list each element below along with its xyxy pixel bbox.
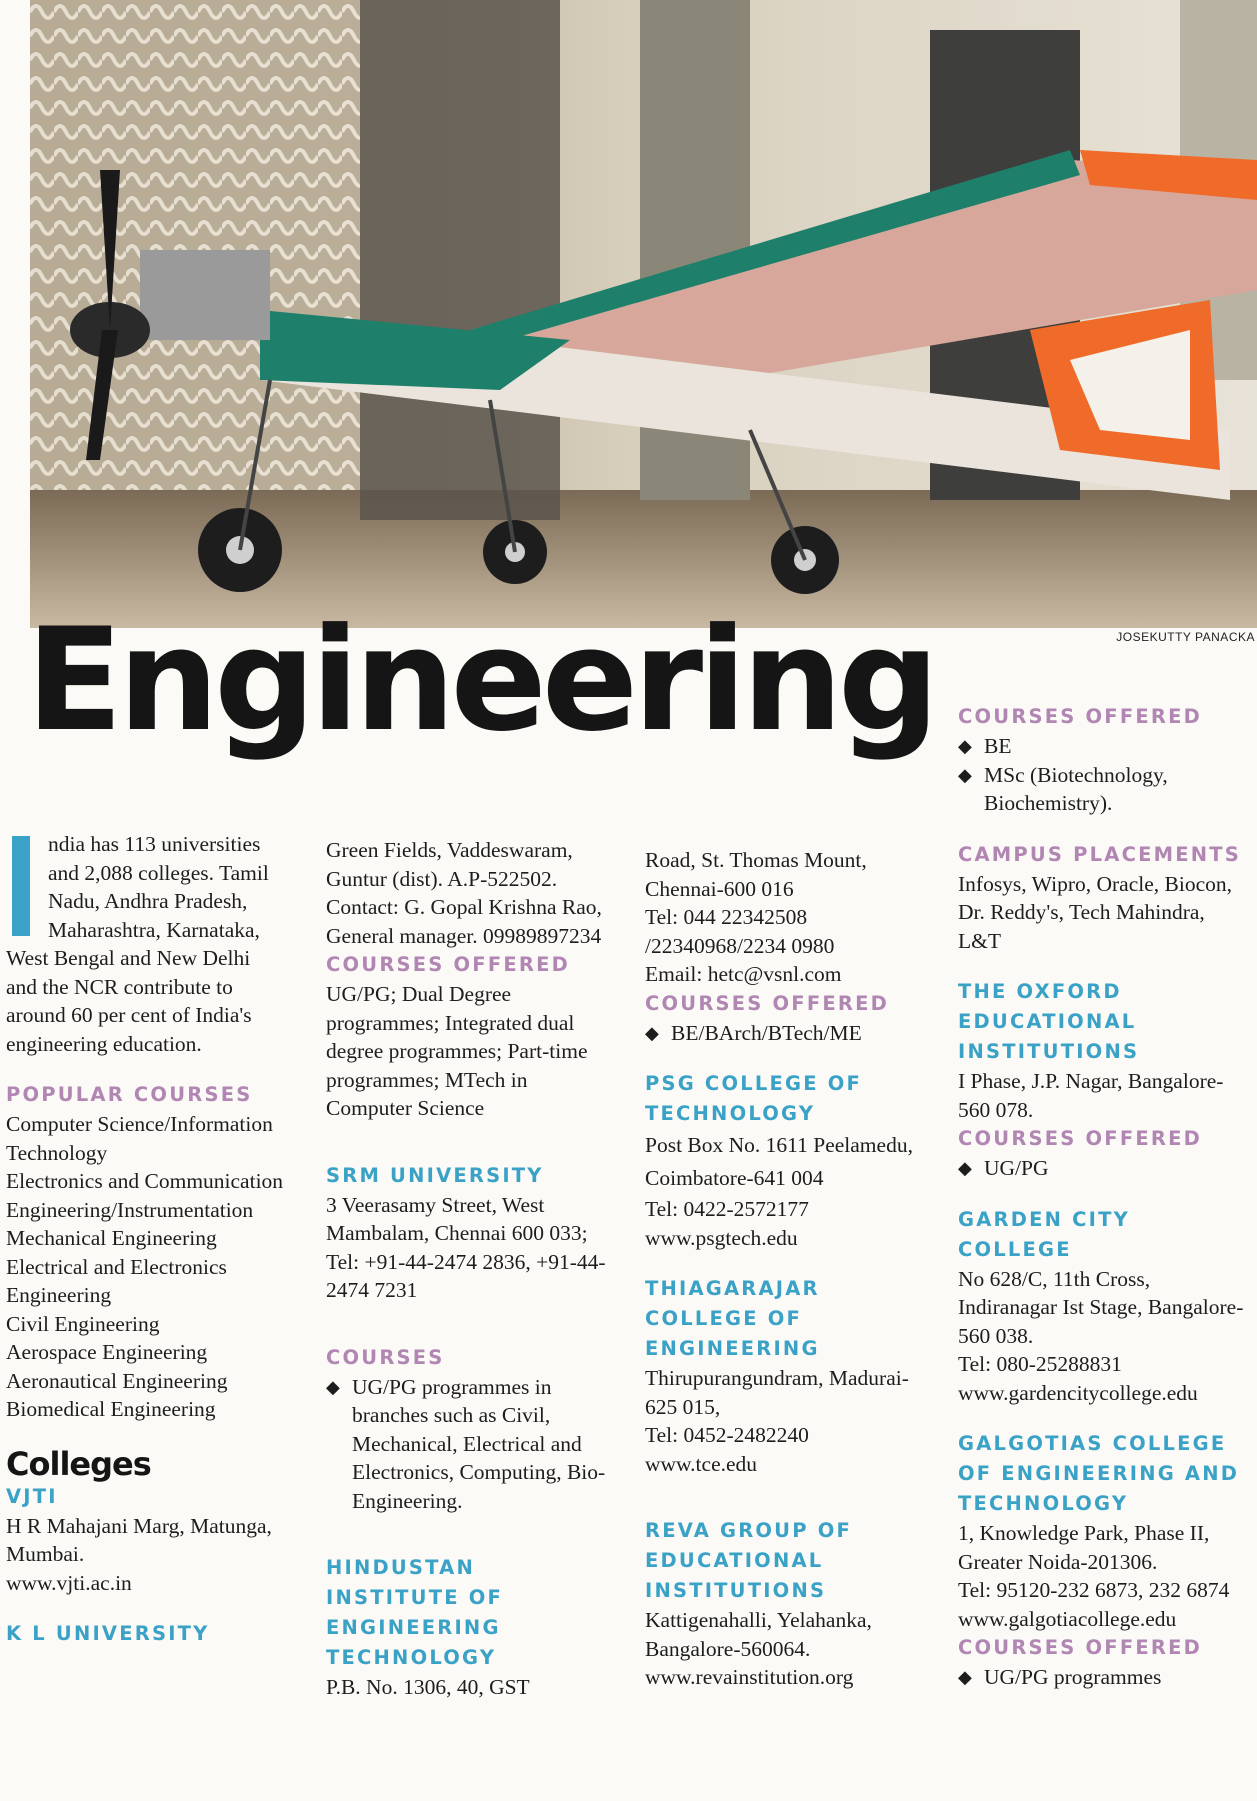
popular-course-item: Aeronautical Engineering <box>6 1368 228 1393</box>
column-4 <box>958 702 1250 1692</box>
popular-courses-heading: POPULAR COURSES <box>6 1083 253 1106</box>
reva-course-item: ◆ MSc (Biotechnology, Biochemistry). <box>958 761 1250 818</box>
psg-address: Post Box No. 1611 Peelamedu, Coimbatore-641 004 <box>645 1133 913 1190</box>
galgotias-name: GALGOTIAS COLLEGE OF ENGINEERING AND TECHNOLOGY <box>958 1432 1240 1515</box>
popular-course-item: Biomedical Engineering <box>6 1397 216 1421</box>
galgotias-web[interactable]: www.galgotiacollege.edu <box>958 1606 1177 1631</box>
hero-photo <box>30 0 1257 628</box>
popular-course-item: Electronics and Communication Engineering/Instrumentation <box>6 1169 284 1222</box>
galgotias-courses: ◆ UG/PG programmes <box>958 1663 1250 1692</box>
thiagarajar-name: THIAGARAJAR COLLEGE OF ENGINEERING <box>645 1277 820 1360</box>
vjti-address: H R Mahajani Marg, Matunga, Mumbai. <box>6 1513 272 1566</box>
vjti-name: VJTI <box>6 1484 58 1508</box>
hindustan-address-cont: Road, St. Thomas Mount, Chennai-600 016 <box>645 848 867 901</box>
column-1 <box>6 830 286 1649</box>
psg-web[interactable]: www.psgtech.edu <box>645 1225 798 1250</box>
popular-course-item: Electrical and Electronics Engineering <box>6 1254 227 1307</box>
oxford-address: I Phase, J.P. Nagar, Bangalore-560 078. <box>958 1069 1224 1122</box>
reva-placements-heading: CAMPUS PLACEMENTS <box>958 842 1241 866</box>
kl-courses-heading: COURSES OFFERED <box>326 953 570 976</box>
psg-tel: Tel: 0422-2572177 <box>645 1197 809 1221</box>
hindustan-address-start: P.B. No. 1306, 40, GST <box>326 1675 530 1699</box>
kl-courses: UG/PG; Dual Degree programmes; Integrated dual degree programmes; Part-time programmes; MTech in Computer Science <box>326 982 588 1120</box>
hindustan-courses-heading: COURSES OFFERED <box>645 991 889 1015</box>
thiagarajar-web[interactable]: www.tce.edu <box>645 1451 758 1476</box>
intro-text: ndia has 113 universities and 2,088 colleges. Tamil Nadu, Andhra Pradesh, Maharashtra, Karnataka, West Bengal and New Delhi and the NCR contribute to around 60 per cent of India's engineering education. <box>6 832 269 1056</box>
oxford-name: THE OXFORD EDUCATIONAL INSTITUTIONS <box>958 980 1140 1063</box>
galgotias-tel: Tel: 95120-232 6873, 232 6874 <box>958 1578 1230 1602</box>
photo-credit: JOSEKUTTY PANACKA <box>1116 630 1255 644</box>
intro-paragraph <box>6 830 286 1058</box>
srm-name: SRM UNIVERSITY <box>326 1163 544 1187</box>
garden-web[interactable]: www.gardencitycollege.edu <box>958 1380 1198 1405</box>
colleges-heading: Colleges <box>6 1444 151 1483</box>
reva-web[interactable]: www.revainstitution.org <box>645 1665 854 1689</box>
galgotias-address: 1, Knowledge Park, Phase II, Greater Noida-201306. <box>958 1521 1210 1574</box>
garden-name: GARDEN CITY COLLEGE <box>958 1207 1130 1261</box>
column-3 <box>645 846 935 1692</box>
garden-tel: Tel: 080-25288831 <box>958 1352 1122 1376</box>
reva-courses-heading: COURSES OFFERED <box>958 705 1202 728</box>
srm-courses-heading: COURSES <box>326 1345 445 1369</box>
kl-address: Green Fields, Vaddeswaram, Guntur (dist). A.P-522502. Contact: G. Gopal Krishna Rao, General manager. 09989897234 <box>326 838 602 948</box>
thiagarajar-tel: Tel: 0452-2482240 <box>645 1423 809 1447</box>
srm-courses: ◆ UG/PG programmes in branches such as Civil, Mechanical, Electrical and Electronics, Computing, Bio-Engineering. <box>326 1373 616 1516</box>
psg-name: PSG COLLEGE OF TECHNOLOGY <box>645 1072 863 1125</box>
hindustan-tel: Tel: 044 22342508 /22340968/2234 0980 <box>645 905 835 958</box>
popular-course-item: Mechanical Engineering <box>6 1226 217 1250</box>
oxford-courses: ◆ UG/PG <box>958 1154 1250 1183</box>
popular-course-item: Civil Engineering <box>6 1311 160 1336</box>
hindustan-courses: ◆ BE/BArch/BTech/ME <box>645 1019 935 1048</box>
thiagarajar-address: Thirupurangundram, Madurai-625 015, <box>645 1366 909 1419</box>
model-airplane-illustration <box>30 0 1257 628</box>
drop-cap-bar <box>12 836 30 936</box>
vjti-web[interactable]: www.vjti.ac.in <box>6 1570 132 1595</box>
popular-course-item: Aerospace Engineering <box>6 1340 208 1364</box>
popular-course-item: Computer Science/Information Technology <box>6 1112 273 1165</box>
hindustan-email: Email: hetc@vsnl.com <box>645 962 842 986</box>
column-2 <box>326 836 616 1702</box>
reva-address: Kattigenahalli, Yelahanka, Bangalore-560064. <box>645 1608 872 1661</box>
reva-course-item: ◆ BE <box>958 732 1250 761</box>
oxford-courses-heading: COURSES OFFERED <box>958 1127 1202 1150</box>
reva-placements: Infosys, Wipro, Oracle, Biocon, Dr. Reddy's, Tech Mahindra, L&T <box>958 871 1232 953</box>
garden-address: No 628/C, 11th Cross, Indiranagar Ist Stage, Bangalore-560 038. <box>958 1266 1244 1348</box>
kl-name: K L UNIVERSITY <box>6 1622 210 1645</box>
hindustan-name: HINDUSTAN INSTITUTE OF ENGINEERING TECHNOLOGY <box>326 1556 504 1669</box>
srm-address: 3 Veerasamy Street, West Mambalam, Chennai 600 033; Tel: +91-44-2474 2836, +91-44-2474 7231 <box>326 1192 606 1302</box>
reva-name: REVA GROUP OF EDUCATIONAL INSTITUTIONS <box>645 1519 852 1602</box>
page-title: Engineering <box>26 598 935 763</box>
galgotias-courses-heading: COURSES OFFERED <box>958 1636 1202 1659</box>
